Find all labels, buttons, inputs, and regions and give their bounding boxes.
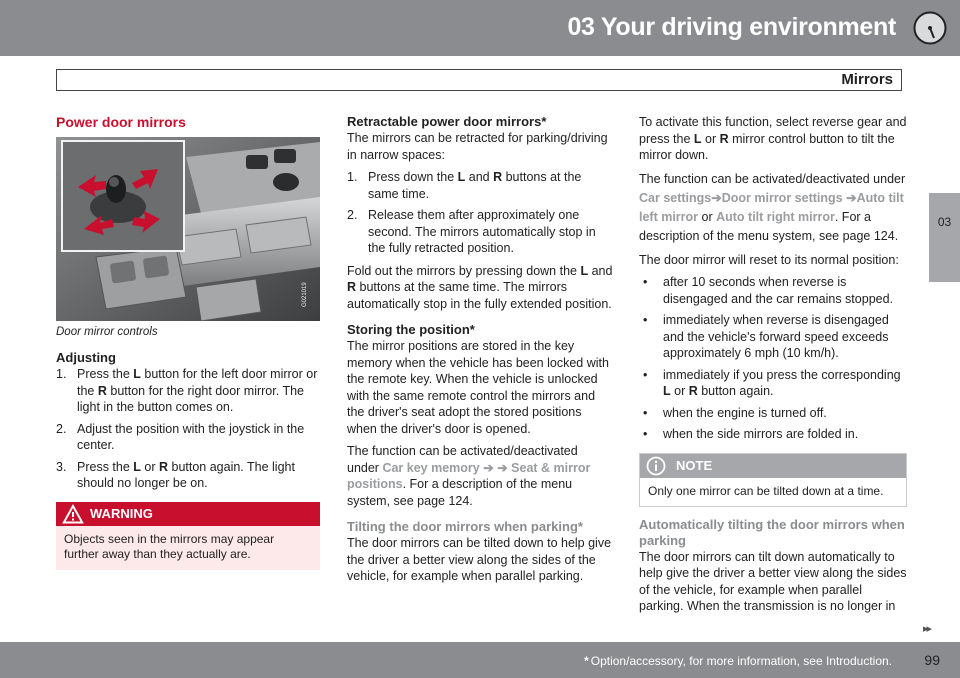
auto-tilting-text: The door mirrors can tilt down automatically to help give the driver a better view along the sides of the vehicle, for example when parallel parking. When the transmission is no longer in — [639, 549, 907, 613]
info-circle-icon — [646, 456, 666, 476]
column-2 — [347, 114, 613, 591]
body-text: . For a description of the menu system, see page 124. — [639, 209, 899, 243]
body-text: buttons at the same time. The mirrors automatically stop in the fully extended position. — [347, 280, 612, 311]
menu-arrow-icon: ➔ — [497, 460, 508, 475]
reset-conditions-list — [639, 274, 907, 443]
bullet-text: or — [670, 384, 689, 398]
auto-tilting-heading: Automatically tilting the door mirrors when parking — [639, 516, 905, 548]
button-label-right: R — [493, 170, 503, 184]
retractable-mirrors-heading: Retractable power door mirrors* — [347, 114, 547, 129]
button-label-left: L — [663, 384, 671, 398]
step-number: 1. — [347, 170, 358, 184]
footer-note — [584, 654, 892, 668]
step-text: or — [140, 459, 159, 474]
menu-path-auto-tilt-left: Auto tilt left mirror — [639, 190, 904, 224]
menu-path-car-settings: Car settings — [639, 190, 712, 205]
menu-arrow-icon: ➔ — [483, 460, 494, 475]
step-text: Press the — [77, 459, 134, 474]
button-label-right: R — [158, 459, 169, 474]
adjusting-heading: Adjusting — [56, 350, 116, 365]
page-number: 99 — [924, 652, 940, 668]
step-number: 1. — [56, 367, 67, 381]
list-item — [56, 459, 320, 492]
warning-triangle-icon — [62, 504, 84, 524]
list-item — [639, 426, 907, 443]
adjusting-steps — [56, 366, 320, 492]
list-item — [639, 312, 907, 362]
step-text: Adjust the position with the joystick in the center. — [77, 421, 305, 452]
menu-path-seat-mirror-positions: Seat & mirror positions — [347, 460, 591, 491]
list-item — [639, 405, 907, 422]
column-1 — [56, 114, 320, 570]
bullet-icon: • — [643, 405, 648, 420]
retract-steps — [347, 169, 613, 257]
bullet-text: immediately if you press the corresponding — [663, 367, 901, 382]
body-text: or — [701, 131, 720, 146]
list-item — [639, 274, 907, 307]
storing-position-text: The mirror positions are stored in the key memory when the vehicle has been locked with the remote key. When the vehicle is unlocked with the same remote control the mirrors and the driver's seat adopt the stored positions when the driver's door is opened. — [347, 339, 609, 436]
next-page-arrows: ▸▸ — [923, 623, 931, 635]
footnote-text: Option/accessory, for more information, see Introduction. — [590, 654, 892, 668]
page-footer — [0, 642, 960, 678]
fold-out-paragraph — [347, 263, 613, 313]
bullet-icon: • — [643, 313, 648, 327]
body-text: To activate this function, select reverse gear and press the — [639, 115, 907, 146]
step-text: Release them after approximately one second. The mirrors automatically stop in the fully retracted position. — [368, 208, 596, 255]
bullet-icon: • — [643, 427, 648, 441]
step-text: button for the right door mirror. The light in the button comes on. — [77, 383, 304, 414]
note-box — [639, 453, 907, 507]
speedometer-gauge-icon — [912, 10, 948, 46]
chapter-side-tab — [929, 193, 960, 282]
note-text: Only one mirror can be tilted down at a time. — [648, 483, 884, 498]
bullet-text: when the side mirrors are folded in. — [663, 427, 859, 441]
step-text: Press the — [77, 367, 134, 381]
bullet-icon: • — [643, 367, 648, 382]
power-door-mirrors-heading: Power door mirrors — [56, 114, 186, 130]
body-text: and — [588, 263, 613, 278]
warning-box — [56, 502, 320, 570]
section-title-bar — [56, 69, 902, 91]
step-text: Press down the — [368, 170, 458, 184]
bullet-text: immediately when reverse is disengaged and the vehicle's forward speed exceeds approximately 6 mph (10 km/h). — [663, 313, 889, 360]
button-label-right: R — [688, 384, 698, 398]
image-caption: Door mirror controls — [56, 325, 158, 338]
reset-intro: The door mirror will reset to its normal position: — [639, 252, 899, 267]
retractable-intro: The mirrors can be retracted for parking/driving in narrow spaces: — [347, 131, 608, 162]
body-text: The function can be activated/deactivated under — [347, 444, 578, 475]
bullet-text: button again. — [697, 384, 774, 398]
step-number: 2. — [56, 421, 67, 436]
list-item — [56, 421, 320, 454]
chapter-title: 03 Your driving environment — [567, 13, 896, 41]
body-text: Fold out the mirrors by pressing down the — [347, 263, 581, 278]
footnote-asterisk: * — [584, 654, 589, 668]
list-item — [347, 169, 613, 202]
button-label-right: R — [97, 383, 107, 398]
menu-path-auto-tilt-right: Auto tilt right mirror — [716, 209, 835, 224]
list-item — [347, 207, 613, 257]
step-number: 3. — [56, 459, 67, 474]
menu-path-door-mirror-settings: Door mirror settings — [721, 190, 843, 205]
door-mirror-controls-photo — [56, 137, 320, 321]
button-label-left: L — [580, 263, 589, 278]
step-text: buttons at the same time. — [368, 170, 582, 201]
chapter-tab-number: 03 — [937, 215, 952, 229]
warning-title: WARNING — [90, 505, 153, 521]
storing-activate-paragraph — [347, 443, 613, 509]
storing-position-heading: Storing the position* — [347, 322, 475, 337]
body-text: . For a description of the menu system, see page 124. — [347, 477, 573, 508]
bullet-icon: • — [643, 275, 648, 289]
menu-arrow-icon: ➔ — [846, 190, 857, 205]
body-text: mirror control button to tilt the mirror down. — [639, 131, 895, 162]
door-panel-illustration — [56, 137, 320, 321]
tilting-mirrors-heading: Tilting the door mirrors when parking* — [347, 519, 583, 534]
button-label-right: R — [719, 131, 729, 146]
section-title: Mirrors — [841, 71, 893, 88]
button-label-left: L — [133, 459, 141, 474]
bullet-text: after 10 seconds when reverse is disengaged and the car remains stopped. — [663, 275, 894, 306]
warning-header — [56, 502, 320, 526]
step-text: button for the left door mirror or the — [77, 367, 318, 398]
note-title: NOTE — [676, 457, 713, 473]
bullet-text: when the engine is turned off. — [663, 405, 827, 420]
menu-path-paragraph — [639, 170, 907, 246]
step-text: button again. The light should no longer be on. — [77, 459, 295, 490]
step-text: and — [465, 170, 494, 184]
page-header — [0, 0, 960, 56]
button-label-left: L — [693, 131, 702, 146]
button-label-left: L — [457, 170, 466, 184]
step-number: 2. — [347, 208, 358, 222]
list-item — [56, 366, 320, 416]
tilting-mirrors-text: The door mirrors can be tilted down to help give the driver a better view along the sides of the vehicle, for example when parallel parking. — [347, 536, 612, 583]
column-3 — [639, 114, 907, 621]
image-reference-code: G021019 — [302, 281, 308, 307]
button-label-left: L — [133, 367, 141, 381]
button-label-right: R — [347, 280, 357, 294]
note-header — [640, 454, 906, 478]
body-text: The function can be activated/deactivated under — [639, 171, 906, 186]
activate-paragraph — [639, 114, 907, 164]
menu-path-car-key-memory: Car key memory — [382, 460, 480, 475]
list-item — [639, 367, 907, 400]
warning-text: Objects seen in the mirrors may appear further away than they actually are. — [64, 531, 275, 561]
menu-arrow-icon: ➔ — [711, 190, 722, 205]
body-text: or — [698, 209, 717, 224]
